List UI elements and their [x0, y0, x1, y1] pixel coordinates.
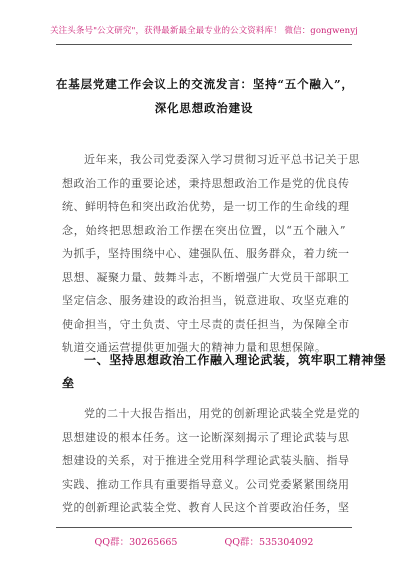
paragraph-1-line: 轨道交通运营提供更加强大的精神力量和思想保障。	[62, 341, 327, 354]
paragraph-2-line: 实践、推动工作具有重要指导意义。公司党委紧紧围绕用	[62, 477, 350, 491]
heading-line: 一、坚持思想政治工作融入理论武装，筑牢职工精神堡	[84, 353, 387, 367]
header-divider	[56, 44, 352, 45]
paragraph-1-line: 为抓手，坚持围绕中心、建强队伍、服务群众，着力统一	[62, 247, 350, 260]
title-line-1: 在基层党建工作会议上的交流发言：坚持“五个融入”，	[56, 77, 354, 91]
page-header: 关注头条号"公文研究"，获得最新最全最专业的公文资料库！ 微信：gongwenyj	[50, 26, 358, 36]
paragraph-2-line: 党的创新理论武装全党、教育人民这个首要政治任务，坚	[62, 501, 350, 514]
paragraph-1-line: 统、鲜明特色和突出政治优势，是一切工作的生命线的理	[62, 200, 350, 213]
paragraph-1	[62, 148, 360, 360]
paragraph-2-line: 想建设的关系，对于推进全党用科学理论武装头脑、指导	[62, 454, 350, 467]
page-footer	[0, 534, 408, 548]
paragraph-1-line: 思想、凝聚力量、鼓舞斗志，不断增强广大党员干部职工	[62, 270, 350, 284]
paragraph-2-line: 党的二十大报告指出，用党的创新理论武装全党是党的	[84, 407, 360, 420]
paragraph-2-line: 思想建设的根本任务。这一论断深刻揭示了理论武装与思	[62, 430, 350, 444]
section-heading-1	[62, 349, 387, 395]
footer-divider	[56, 527, 352, 528]
paragraph-1-line: 使命担当，守土负责、守土尽责的责任担当，为保障全市	[62, 317, 350, 331]
document-title	[56, 72, 352, 120]
title-line-2: 深化思想政治建设	[154, 101, 254, 115]
heading-line: 垒	[62, 376, 75, 390]
paragraph-1-line: 近年来，我公司党委深入学习贯彻习近平总书记关于思	[84, 153, 360, 166]
footer-qq-group-2: QQ群：535304092	[224, 537, 314, 548]
paragraph-1-line: 念，始终把思想政治工作摆在突出位置，以“五个融入”	[62, 223, 346, 237]
paragraph-1-line: 坚定信念、服务建设的政治担当，锐意进取、攻坚克难的	[62, 294, 350, 307]
paragraph-1-line: 想政治工作的重要论述，秉持思想政治工作是党的优良传	[62, 176, 350, 190]
footer-qq-group-1: QQ群：30265665	[94, 537, 178, 548]
paragraph-2	[62, 402, 360, 520]
